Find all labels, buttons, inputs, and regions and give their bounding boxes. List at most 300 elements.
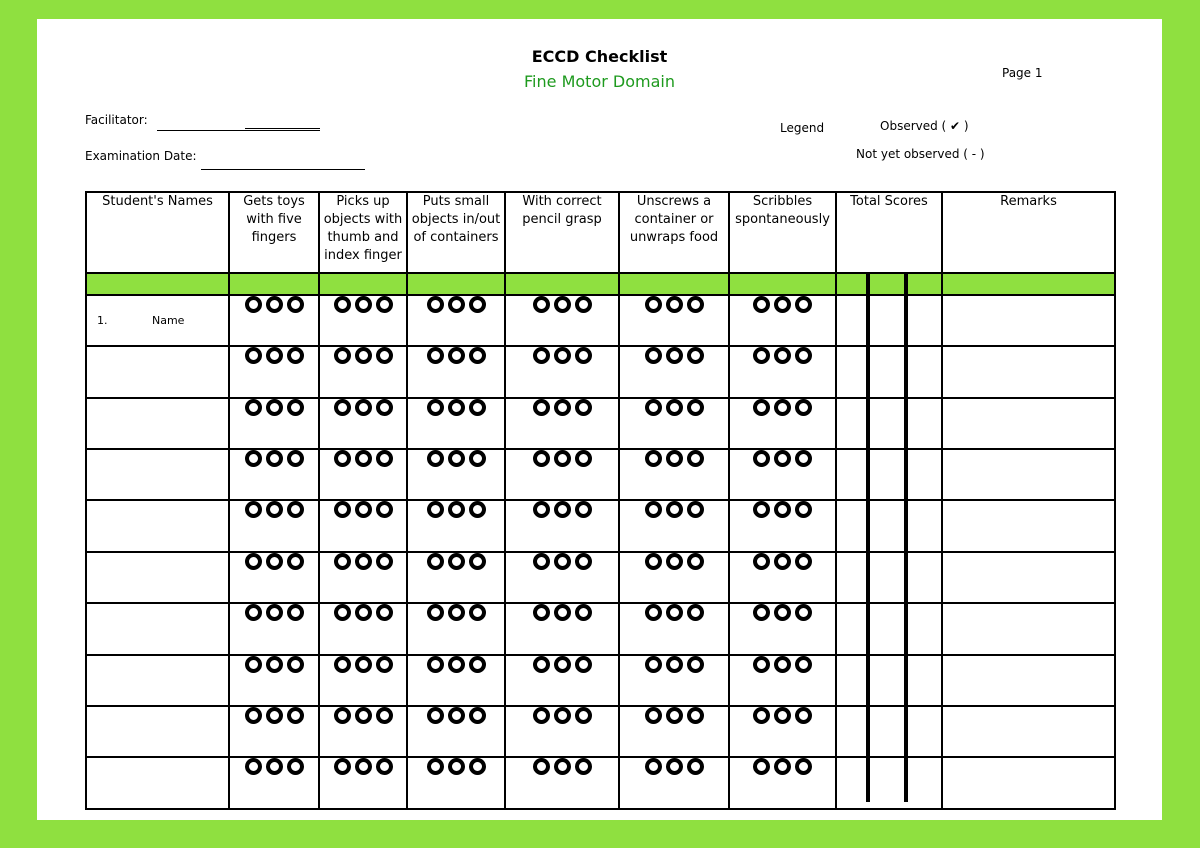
score-circle[interactable] bbox=[334, 450, 351, 467]
exam-date-field[interactable] bbox=[201, 169, 365, 170]
score-circle[interactable] bbox=[666, 501, 683, 518]
skill-cell bbox=[319, 757, 407, 809]
score-circle[interactable] bbox=[753, 399, 770, 416]
score-circle[interactable] bbox=[575, 758, 592, 775]
remarks-cell[interactable] bbox=[942, 346, 1115, 397]
score-circle[interactable] bbox=[448, 656, 465, 673]
student-name-cell[interactable] bbox=[86, 655, 229, 706]
score-circle[interactable] bbox=[469, 656, 486, 673]
score-circle[interactable] bbox=[355, 347, 372, 364]
score-circle[interactable] bbox=[666, 553, 683, 570]
total-score-cell[interactable] bbox=[836, 552, 942, 603]
column-header-puts-small: Puts small objects in/out of containers bbox=[407, 192, 505, 273]
student-rows bbox=[86, 295, 1115, 809]
score-circle[interactable] bbox=[469, 758, 486, 775]
score-circle[interactable] bbox=[245, 347, 262, 364]
facilitator-field[interactable] bbox=[157, 130, 320, 131]
score-circle[interactable] bbox=[245, 656, 262, 673]
score-circle[interactable] bbox=[666, 758, 683, 775]
score-circle[interactable] bbox=[287, 758, 304, 775]
skill-cell bbox=[619, 706, 729, 757]
score-circle[interactable] bbox=[687, 501, 704, 518]
score-circle[interactable] bbox=[554, 501, 571, 518]
remarks-cell[interactable] bbox=[942, 500, 1115, 551]
student-name-cell[interactable] bbox=[86, 603, 229, 654]
score-circle[interactable] bbox=[575, 604, 592, 621]
skill-cell bbox=[407, 552, 505, 603]
student-name: Name bbox=[152, 314, 185, 328]
total-score-cell[interactable] bbox=[836, 346, 942, 397]
score-circle[interactable] bbox=[753, 296, 770, 313]
score-circle[interactable] bbox=[376, 501, 393, 518]
score-circle[interactable] bbox=[334, 399, 351, 416]
facilitator-label: Facilitator: bbox=[85, 113, 148, 127]
score-circle[interactable] bbox=[795, 656, 812, 673]
score-circle[interactable] bbox=[795, 707, 812, 724]
score-circle[interactable] bbox=[795, 296, 812, 313]
score-circle[interactable] bbox=[266, 604, 283, 621]
skill-cell bbox=[229, 346, 319, 397]
score-circle[interactable] bbox=[448, 399, 465, 416]
score-circle[interactable] bbox=[287, 553, 304, 570]
score-circle[interactable] bbox=[469, 553, 486, 570]
score-circle[interactable] bbox=[469, 296, 486, 313]
score-circle[interactable] bbox=[666, 399, 683, 416]
score-circle[interactable] bbox=[666, 347, 683, 364]
score-circle[interactable] bbox=[287, 296, 304, 313]
table-row bbox=[86, 346, 1115, 397]
score-circle[interactable] bbox=[287, 399, 304, 416]
skill-cell bbox=[319, 655, 407, 706]
document-title: ECCD Checklist bbox=[531, 47, 668, 66]
skill-cell bbox=[229, 500, 319, 551]
column-header-scribbles: Scribbles spontaneously bbox=[729, 192, 836, 273]
score-circle[interactable] bbox=[427, 347, 444, 364]
document-subtitle: Fine Motor Domain bbox=[524, 72, 675, 91]
score-circle[interactable] bbox=[554, 604, 571, 621]
score-circle[interactable] bbox=[376, 707, 393, 724]
score-circle[interactable] bbox=[245, 758, 262, 775]
score-circle[interactable] bbox=[245, 707, 262, 724]
score-circle[interactable] bbox=[687, 399, 704, 416]
skill-cell bbox=[407, 398, 505, 449]
skill-cell bbox=[619, 295, 729, 346]
score-circle[interactable] bbox=[533, 758, 550, 775]
score-circle[interactable] bbox=[448, 450, 465, 467]
score-circle[interactable] bbox=[469, 707, 486, 724]
total-score-cell[interactable] bbox=[836, 295, 942, 346]
score-circle[interactable] bbox=[376, 758, 393, 775]
skill-cell bbox=[619, 500, 729, 551]
score-circle[interactable] bbox=[645, 604, 662, 621]
score-circle[interactable] bbox=[448, 296, 465, 313]
remarks-cell[interactable] bbox=[942, 706, 1115, 757]
score-circle[interactable] bbox=[687, 553, 704, 570]
score-circle[interactable] bbox=[554, 758, 571, 775]
score-circle[interactable] bbox=[554, 656, 571, 673]
score-circle[interactable] bbox=[376, 656, 393, 673]
score-circle[interactable] bbox=[448, 501, 465, 518]
score-circle[interactable] bbox=[266, 501, 283, 518]
score-circle[interactable] bbox=[575, 656, 592, 673]
score-circle[interactable] bbox=[575, 707, 592, 724]
skill-cell bbox=[229, 449, 319, 500]
score-circle[interactable] bbox=[774, 450, 791, 467]
student-name-cell[interactable] bbox=[86, 500, 229, 551]
remarks-cell[interactable] bbox=[942, 295, 1115, 346]
score-circle[interactable] bbox=[469, 450, 486, 467]
table-row bbox=[86, 757, 1115, 809]
skill-cell bbox=[619, 552, 729, 603]
column-header-picks-up: Picks up objects with thumb and index finger bbox=[319, 192, 407, 273]
score-circle[interactable] bbox=[795, 553, 812, 570]
score-circle[interactable] bbox=[533, 707, 550, 724]
column-header-gets-toys: Gets toys with five fingers bbox=[229, 192, 319, 273]
score-circle[interactable] bbox=[753, 656, 770, 673]
score-circle[interactable] bbox=[533, 399, 550, 416]
score-circle[interactable] bbox=[334, 553, 351, 570]
score-circle[interactable] bbox=[753, 707, 770, 724]
skill-cell bbox=[619, 655, 729, 706]
skill-cell bbox=[619, 757, 729, 809]
score-circle[interactable] bbox=[287, 450, 304, 467]
score-circle[interactable] bbox=[645, 399, 662, 416]
score-circle[interactable] bbox=[554, 347, 571, 364]
score-circle[interactable] bbox=[376, 347, 393, 364]
score-circle[interactable] bbox=[266, 347, 283, 364]
score-circle[interactable] bbox=[645, 450, 662, 467]
skill-cell bbox=[729, 295, 836, 346]
skill-cell bbox=[505, 295, 619, 346]
skill-cell bbox=[229, 552, 319, 603]
legend-not-yet-observed: Not yet observed ( - ) bbox=[856, 147, 985, 161]
score-circle[interactable] bbox=[666, 656, 683, 673]
checklist-sheet bbox=[37, 19, 1162, 820]
score-circle[interactable] bbox=[753, 758, 770, 775]
score-circle[interactable] bbox=[355, 758, 372, 775]
tally-mark bbox=[866, 272, 870, 802]
skill-cell bbox=[619, 449, 729, 500]
skill-cell bbox=[407, 655, 505, 706]
score-circle[interactable] bbox=[427, 553, 444, 570]
skill-cell bbox=[407, 706, 505, 757]
score-circle[interactable] bbox=[427, 296, 444, 313]
total-score-cell[interactable] bbox=[836, 757, 942, 809]
remarks-cell[interactable] bbox=[942, 552, 1115, 603]
score-circle[interactable] bbox=[533, 501, 550, 518]
score-circle[interactable] bbox=[448, 553, 465, 570]
score-circle[interactable] bbox=[287, 656, 304, 673]
score-circle[interactable] bbox=[533, 296, 550, 313]
score-circle[interactable] bbox=[266, 553, 283, 570]
student-name-cell[interactable] bbox=[86, 449, 229, 500]
total-score-cell[interactable] bbox=[836, 706, 942, 757]
score-circle[interactable] bbox=[753, 604, 770, 621]
score-circle[interactable] bbox=[427, 707, 444, 724]
score-circle[interactable] bbox=[287, 347, 304, 364]
score-circle[interactable] bbox=[533, 347, 550, 364]
skill-cell bbox=[619, 346, 729, 397]
table-row bbox=[86, 655, 1115, 706]
score-circle[interactable] bbox=[266, 399, 283, 416]
remarks-cell[interactable] bbox=[942, 603, 1115, 654]
score-circle[interactable] bbox=[795, 347, 812, 364]
score-circle[interactable] bbox=[774, 296, 791, 313]
score-circle[interactable] bbox=[753, 553, 770, 570]
score-circle[interactable] bbox=[334, 296, 351, 313]
remarks-cell[interactable] bbox=[942, 655, 1115, 706]
score-circle[interactable] bbox=[533, 450, 550, 467]
skill-cell bbox=[229, 295, 319, 346]
score-circle[interactable] bbox=[376, 399, 393, 416]
score-circle[interactable] bbox=[427, 604, 444, 621]
score-circle[interactable] bbox=[575, 347, 592, 364]
student-name-cell[interactable] bbox=[86, 398, 229, 449]
score-circle[interactable] bbox=[554, 553, 571, 570]
exam-date-label: Examination Date: bbox=[85, 149, 197, 163]
score-circle[interactable] bbox=[266, 758, 283, 775]
column-header-total-scores: Total Scores bbox=[836, 192, 942, 273]
skill-cell bbox=[729, 552, 836, 603]
skill-cell bbox=[729, 706, 836, 757]
score-circle[interactable] bbox=[795, 399, 812, 416]
skill-cell bbox=[505, 500, 619, 551]
score-circle[interactable] bbox=[355, 604, 372, 621]
column-header-remarks: Remarks bbox=[942, 192, 1115, 273]
score-circle[interactable] bbox=[533, 604, 550, 621]
column-header-names: Student's Names bbox=[86, 192, 229, 273]
skill-cell bbox=[619, 603, 729, 654]
skill-cell bbox=[729, 398, 836, 449]
score-circle[interactable] bbox=[687, 450, 704, 467]
score-circle[interactable] bbox=[554, 399, 571, 416]
score-circle[interactable] bbox=[266, 296, 283, 313]
score-circle[interactable] bbox=[266, 707, 283, 724]
score-circle[interactable] bbox=[355, 296, 372, 313]
tally-mark bbox=[904, 272, 908, 802]
skill-cell bbox=[229, 655, 319, 706]
skill-cell bbox=[229, 706, 319, 757]
table-row bbox=[86, 552, 1115, 603]
total-score-cell[interactable] bbox=[836, 603, 942, 654]
score-circle[interactable] bbox=[245, 296, 262, 313]
score-circle[interactable] bbox=[355, 707, 372, 724]
skill-cell bbox=[505, 757, 619, 809]
score-circle[interactable] bbox=[469, 347, 486, 364]
skill-cell bbox=[619, 398, 729, 449]
student-name-cell[interactable] bbox=[86, 346, 229, 397]
skill-cell bbox=[729, 449, 836, 500]
total-score-cell[interactable] bbox=[836, 398, 942, 449]
score-circle[interactable] bbox=[245, 450, 262, 467]
score-circle[interactable] bbox=[575, 450, 592, 467]
score-circle[interactable] bbox=[575, 501, 592, 518]
table-row bbox=[86, 706, 1115, 757]
total-score-cell[interactable] bbox=[836, 655, 942, 706]
score-circle[interactable] bbox=[753, 450, 770, 467]
score-circle[interactable] bbox=[245, 501, 262, 518]
score-circle[interactable] bbox=[427, 399, 444, 416]
legend-label: Legend bbox=[780, 121, 825, 135]
score-circle[interactable] bbox=[687, 347, 704, 364]
score-circle[interactable] bbox=[774, 399, 791, 416]
score-circle[interactable] bbox=[469, 604, 486, 621]
score-circle[interactable] bbox=[554, 707, 571, 724]
score-circle[interactable] bbox=[287, 501, 304, 518]
score-circle[interactable] bbox=[266, 656, 283, 673]
skill-cell bbox=[229, 757, 319, 809]
student-name-cell[interactable] bbox=[86, 706, 229, 757]
skill-cell bbox=[729, 500, 836, 551]
score-circle[interactable] bbox=[774, 758, 791, 775]
skill-cell bbox=[505, 398, 619, 449]
score-circle[interactable] bbox=[427, 656, 444, 673]
score-circle[interactable] bbox=[376, 296, 393, 313]
score-circle[interactable] bbox=[666, 450, 683, 467]
score-circle[interactable] bbox=[645, 347, 662, 364]
score-circle[interactable] bbox=[334, 604, 351, 621]
column-header-pencil-grasp: With correct pencil grasp bbox=[505, 192, 619, 273]
skill-cell bbox=[505, 655, 619, 706]
remarks-cell[interactable] bbox=[942, 398, 1115, 449]
score-circle[interactable] bbox=[645, 501, 662, 518]
skill-cell bbox=[729, 655, 836, 706]
score-circle[interactable] bbox=[427, 450, 444, 467]
score-circle[interactable] bbox=[427, 501, 444, 518]
facilitator-underline bbox=[245, 128, 320, 129]
score-circle[interactable] bbox=[795, 758, 812, 775]
score-circle[interactable] bbox=[376, 450, 393, 467]
score-circle[interactable] bbox=[645, 296, 662, 313]
score-circle[interactable] bbox=[334, 758, 351, 775]
score-circle[interactable] bbox=[376, 553, 393, 570]
score-circle[interactable] bbox=[245, 604, 262, 621]
score-circle[interactable] bbox=[774, 553, 791, 570]
skill-cell bbox=[407, 346, 505, 397]
page-number: Page 1 bbox=[1002, 66, 1043, 80]
skill-cell bbox=[729, 603, 836, 654]
score-circle[interactable] bbox=[334, 707, 351, 724]
score-circle[interactable] bbox=[355, 501, 372, 518]
skill-cell bbox=[407, 295, 505, 346]
student-name-cell[interactable] bbox=[86, 295, 229, 346]
score-circle[interactable] bbox=[448, 758, 465, 775]
skill-cell bbox=[319, 500, 407, 551]
table-row bbox=[86, 449, 1115, 500]
score-circle[interactable] bbox=[469, 501, 486, 518]
score-circle[interactable] bbox=[575, 399, 592, 416]
skill-cell bbox=[407, 449, 505, 500]
score-circle[interactable] bbox=[355, 399, 372, 416]
score-circle[interactable] bbox=[645, 707, 662, 724]
score-circle[interactable] bbox=[334, 656, 351, 673]
score-circle[interactable] bbox=[753, 501, 770, 518]
score-circle[interactable] bbox=[448, 604, 465, 621]
skill-cell bbox=[319, 706, 407, 757]
score-circle[interactable] bbox=[533, 656, 550, 673]
score-circle[interactable] bbox=[355, 553, 372, 570]
score-circle[interactable] bbox=[645, 656, 662, 673]
score-circle[interactable] bbox=[753, 347, 770, 364]
score-circle[interactable] bbox=[355, 656, 372, 673]
score-circle[interactable] bbox=[774, 501, 791, 518]
score-circle[interactable] bbox=[687, 758, 704, 775]
score-circle[interactable] bbox=[533, 553, 550, 570]
score-circle[interactable] bbox=[355, 450, 372, 467]
score-circle[interactable] bbox=[287, 604, 304, 621]
score-circle[interactable] bbox=[795, 604, 812, 621]
total-score-cell[interactable] bbox=[836, 500, 942, 551]
score-circle[interactable] bbox=[554, 450, 571, 467]
total-score-cell[interactable] bbox=[836, 449, 942, 500]
skill-cell bbox=[319, 295, 407, 346]
score-circle[interactable] bbox=[645, 553, 662, 570]
score-circle[interactable] bbox=[687, 604, 704, 621]
score-circle[interactable] bbox=[795, 501, 812, 518]
skill-cell bbox=[319, 398, 407, 449]
checklist-table bbox=[85, 191, 1116, 810]
score-circle[interactable] bbox=[245, 553, 262, 570]
score-circle[interactable] bbox=[376, 604, 393, 621]
score-circle[interactable] bbox=[469, 399, 486, 416]
skill-cell bbox=[407, 603, 505, 654]
score-circle[interactable] bbox=[448, 707, 465, 724]
score-circle[interactable] bbox=[666, 296, 683, 313]
score-circle[interactable] bbox=[287, 707, 304, 724]
score-circle[interactable] bbox=[774, 656, 791, 673]
skill-cell bbox=[319, 603, 407, 654]
score-circle[interactable] bbox=[774, 707, 791, 724]
remarks-cell[interactable] bbox=[942, 757, 1115, 809]
score-circle[interactable] bbox=[666, 604, 683, 621]
score-circle[interactable] bbox=[774, 604, 791, 621]
table-row bbox=[86, 295, 1115, 346]
score-circle[interactable] bbox=[427, 758, 444, 775]
score-circle[interactable] bbox=[795, 450, 812, 467]
skill-cell bbox=[229, 398, 319, 449]
skill-cell bbox=[505, 449, 619, 500]
score-circle[interactable] bbox=[448, 347, 465, 364]
skill-cell bbox=[505, 346, 619, 397]
table-row bbox=[86, 603, 1115, 654]
score-circle[interactable] bbox=[245, 399, 262, 416]
score-circle[interactable] bbox=[334, 347, 351, 364]
skill-cell bbox=[319, 449, 407, 500]
score-circle[interactable] bbox=[687, 656, 704, 673]
green-band-row bbox=[86, 273, 1115, 295]
score-circle[interactable] bbox=[645, 758, 662, 775]
score-circle[interactable] bbox=[575, 553, 592, 570]
skill-cell bbox=[729, 757, 836, 809]
student-name-cell[interactable] bbox=[86, 552, 229, 603]
score-circle[interactable] bbox=[774, 347, 791, 364]
score-circle[interactable] bbox=[334, 501, 351, 518]
remarks-cell[interactable] bbox=[942, 449, 1115, 500]
skill-cell bbox=[729, 346, 836, 397]
score-circle[interactable] bbox=[575, 296, 592, 313]
skill-cell bbox=[319, 346, 407, 397]
skill-cell bbox=[505, 552, 619, 603]
table-header-row bbox=[86, 192, 1115, 273]
skill-cell bbox=[319, 552, 407, 603]
score-circle[interactable] bbox=[687, 296, 704, 313]
score-circle[interactable] bbox=[554, 296, 571, 313]
student-name-cell[interactable] bbox=[86, 757, 229, 809]
score-circle[interactable] bbox=[266, 450, 283, 467]
skill-cell bbox=[407, 500, 505, 551]
score-circle[interactable] bbox=[687, 707, 704, 724]
score-circle[interactable] bbox=[666, 707, 683, 724]
